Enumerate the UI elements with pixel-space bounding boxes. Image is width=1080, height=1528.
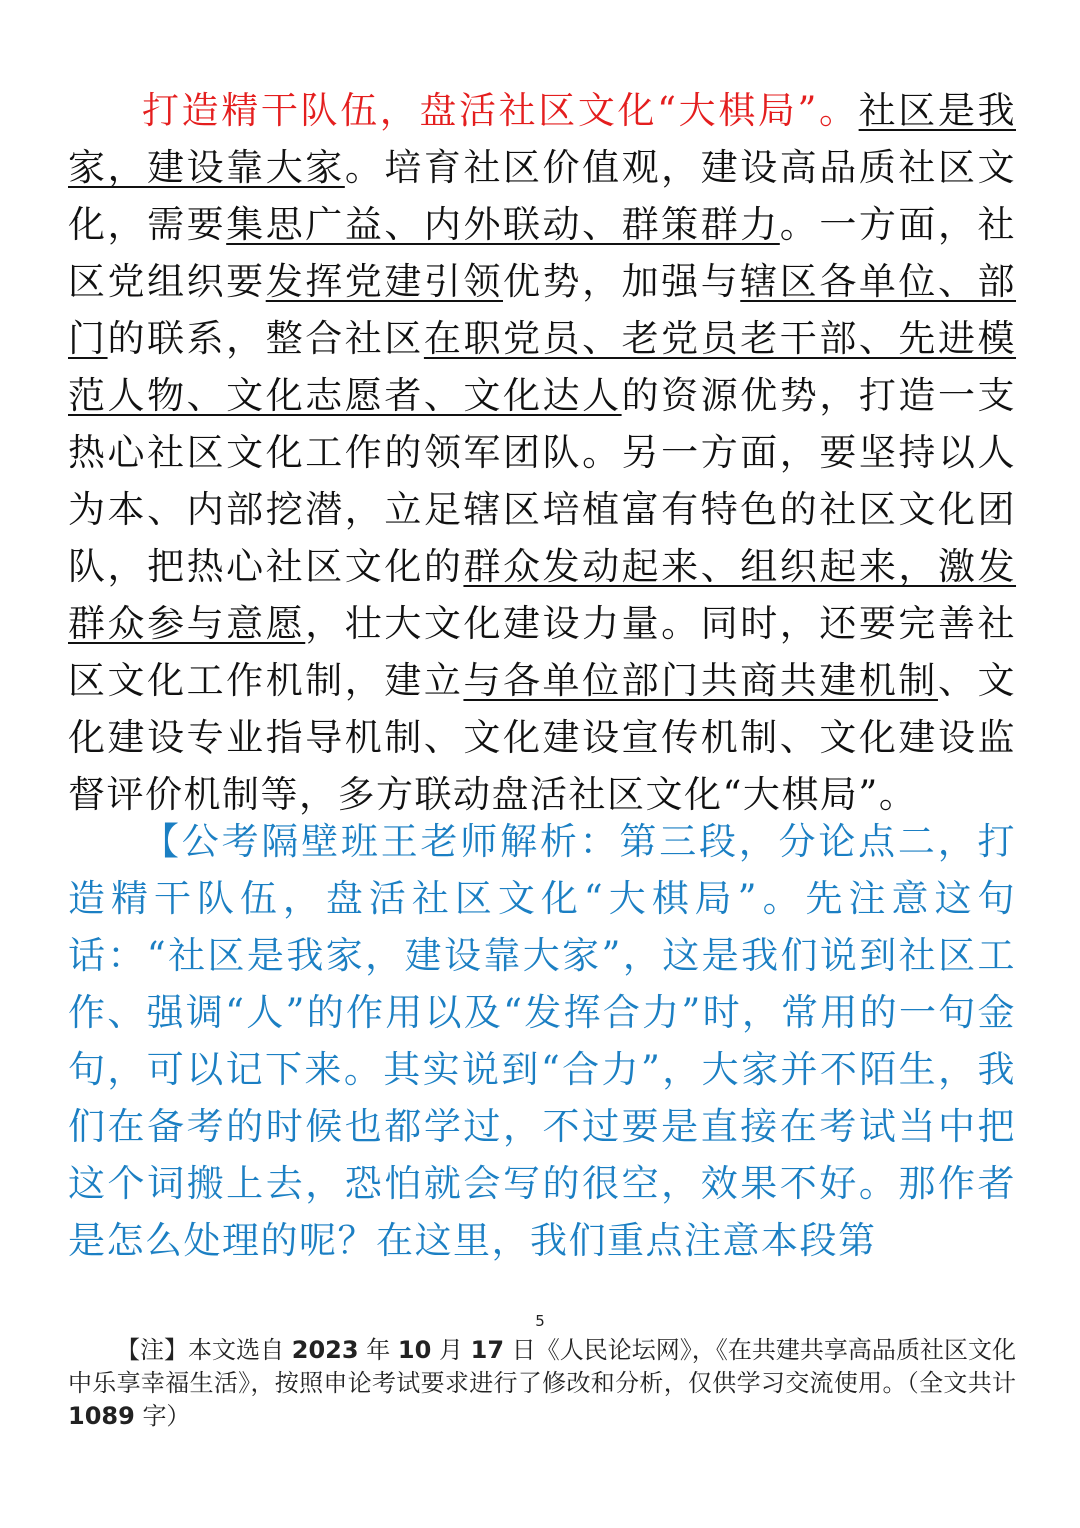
analysis-paragraph (68, 813, 1016, 1269)
plain-text: 、文化建设专业指导机制、文化建设宣传机制、文化建设监督评价机制等，多方联动盘活社区文化“大棋局”。 (68, 659, 1017, 816)
note-text: 字） (142, 1402, 191, 1430)
plain-text: ，壮大文化建设力量。同时，还要完善社区文化工作机制，建立 (68, 602, 1017, 702)
plain-text: 的联系，整合社区 (107, 317, 424, 360)
note-word-count: 1089 (68, 1402, 135, 1430)
paragraph-text (68, 82, 1016, 823)
footnote-text (68, 1334, 1016, 1433)
plain-text: 的资源优势，打造一支热心社区文化工作的领军团队。另一方面，要坚持以人为本、内部挖潜，立足辖区培植富有特色的社区文化团队，把热心社区文化的 (68, 374, 1017, 588)
note-text: 月 (438, 1336, 463, 1364)
underlined-phrase: 在职党员、老党员老干部、先进模范人物、文化志愿者、文化达人 (68, 317, 1017, 417)
plain-text: 优势，加强与 (502, 260, 741, 303)
plain-text: 。培育社区价值观，建设高品质社区文化，需要 (68, 146, 1017, 246)
footnote (68, 1334, 1016, 1433)
section-heading: 打造精干队伍，盘活社区文化“大棋局”。 (142, 89, 859, 132)
note-text: 日《人民论坛网》，《在共建共享高品质社区文化中乐享幸福生活》，按照申论考试要求进行了修改和分析，仅供学习交流使用。（全文共计 (68, 1336, 1017, 1397)
note-month: 10 (397, 1336, 432, 1364)
underlined-phrase: 群众发动起来、组织起来，激发群众参与意愿 (68, 545, 1017, 645)
note-text: 【注】本文选自 (116, 1336, 285, 1364)
note-text: 年 (366, 1336, 391, 1364)
body-paragraph (68, 82, 1016, 823)
underlined-phrase: 集思广益、内外联动、群策群力 (226, 203, 780, 246)
underlined-phrase: 社区是我家，建设靠大家 (68, 89, 1016, 189)
underlined-phrase: 与各单位部门共商共建机制 (463, 659, 938, 702)
underlined-phrase: 发挥党建引领 (265, 260, 503, 303)
page-number: 5 (535, 1312, 545, 1330)
analysis-text: 【公考隔壁班王老师解析：第三段，分论点二，打造精干队伍，盘活社区文化“大棋局”。先注意这句话：“社区是我家，建设靠大家”，这是我们说到社区工作、强调“人”的作用以及“发挥合力”时，常用的一句金句，可以记下来。其实说到“合力”，大家并不陌生，我们在备考的时候也都学过，不过要是直接在考试当中把这个词搬上去，恐怕就会写的很空，效果不好。那作者是怎么处理的呢？在这里，我们重点注意本段第 (68, 820, 1016, 1262)
note-year: 2023 (291, 1336, 359, 1364)
underlined-phrase: 辖区各单位、部门 (68, 260, 1017, 360)
note-day: 17 (470, 1336, 505, 1364)
plain-text: 。一方面，社区党组织要 (68, 203, 1017, 303)
